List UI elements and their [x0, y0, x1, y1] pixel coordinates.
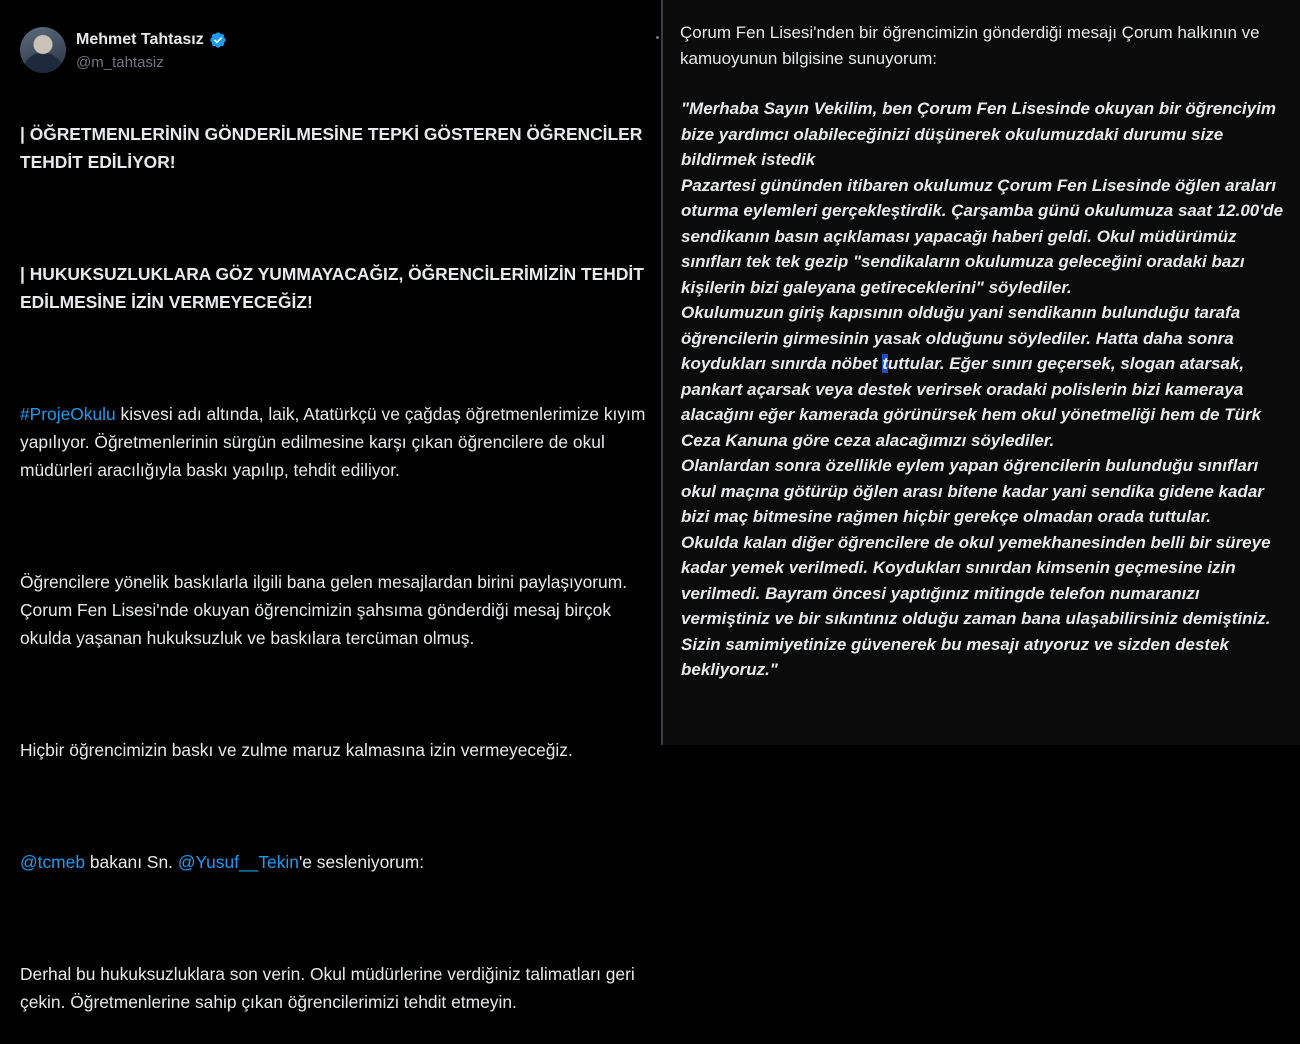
message-paragraph-2: Pazartesi gününden itibaren okulumuz Çorum Fen Lisesinde öğlen araları oturma eylemleri gerçekleştirdik. Çarşamba günü okulumuza saat 12.00'de sendikanın basın açıklaması yapacağı haberi geldi. Okul müdürümüz sınıfları tek tek gezip "sendikaların okulumuza geleceğini oradaki bazı kişilerin bizi galeyana getireceklerini" söylediler.: [681, 175, 1284, 297]
tweet-paragraph-1: [20, 400, 660, 484]
message-paragraph-4: Olanlardan sonra özellikle eylem yapan öğrencilerin bulunduğu sınıfları okul maçına götürüp öğlen arası bitene kadar yani sendika gidene kadar bizi maç bitmesine rağmen hiçbir gerekçe olmadan orada tuttular.: [681, 456, 1264, 526]
message-paragraph-3a: Okulumuzun giriş kapısının olduğu yani sendikanın bulunduğu tarafa öğrencilerin girmesinin yasak olduğunu söylediler. Hatta daha sonra koydukları sınırda nöbet: [681, 303, 1241, 373]
text-cursor-selection: t: [882, 354, 888, 373]
paragraph-1-text: kisvesi adı altında, laik, Atatürkçü ve çağdaş öğretmenlerimize kıyım yapılıyor. Öğretmenlerinin sürgün edilmesine karşı çıkan öğrencilere de okul müdürleri aracılığıyla baskı yapılıp, tehdit ediliyor.: [20, 404, 646, 480]
tweet-headline-2: | HUKUKSUZLUKLARA GÖZ YUMMAYACAĞIZ, ÖĞRENCİLERİMİZİN TEHDİT EDİLMESİNE İZİN VERMEYECEĞİZ!: [20, 264, 644, 312]
tweet-text: [20, 92, 660, 1044]
mention-tcmeb-link[interactable]: @tcmeb: [20, 852, 86, 872]
avatar[interactable]: [20, 27, 66, 73]
mention-yusuf-tekin-link[interactable]: @Yusuf__Tekin: [177, 852, 299, 872]
mid-text: bakanı Sn.: [85, 852, 178, 872]
student-message: [681, 96, 1293, 683]
tweet-paragraph-4: [20, 848, 660, 876]
author-handle[interactable]: @m_tahtasiz: [76, 54, 164, 71]
tweet-paragraph-5: Derhal bu hukuksuzluklara son verin. Okul müdürlerine verdiğiniz talimatları geri çekin. Öğretmenlerine sahip çıkan öğrencilerimizi tehdit etmeyin.: [20, 964, 635, 1012]
message-intro: Çorum Fen Lisesi'nden bir öğrencimizin gönderdiği mesajı Çorum halkının ve kamuoyunun bilgisine sunuyorum:: [680, 23, 1260, 68]
author-name-row[interactable]: [76, 31, 227, 49]
author-name[interactable]: Mehmet Tahtasız: [76, 31, 204, 48]
message-paragraph-3: [681, 300, 1293, 453]
end-text: 'e sesleniyorum:: [298, 852, 425, 872]
tweet-headline-1: | ÖĞRETMENLERİNİN GÖNDERİLMESİNE TEPKİ GÖSTEREN ÖĞRENCİLER TEHDİT EDİLİYOR!: [20, 124, 643, 172]
tweet-header: [20, 27, 620, 75]
more-dot-icon: [656, 36, 659, 39]
message-paragraph-3b: uttular. Eğer sınırı geçersek, slogan atarsak, pankart açarsak veya destek verirsek oradaki polislerin bizi kameraya alacağını eğer kamerada görünürsek hem okul yönetmeliği hem de Türk Ceza Kanuna göre ceza alacağımızı söylediler.: [681, 354, 1262, 450]
tweet-paragraph-3: Hiçbir öğrencimizin baskı ve zulme maruz kalmasına izin vermeyeceğiz.: [20, 740, 573, 760]
message-paragraph-1: "Merhaba Sayın Vekilim, ben Çorum Fen Lisesinde okuyan bir öğrenciyim bize yardımcı olabileceğinizi düşünerek okulumuzdaki durumu size bildirmek istedik: [681, 99, 1277, 169]
tweet-paragraph-2: Öğrencilere yönelik baskılarla ilgili bana gelen mesajlardan birini paylaşıyorum. Çorum Fen Lisesi'nde okuyan öğrencimizin şahsıma gönderdiği mesaj birçok okulda yaşanan hukuksuzluk ve baskılara tercüman olmuş.: [20, 572, 628, 648]
message-paragraph-5: Okulda kalan diğer öğrencilere de okul yemekhanesinden belli bir süreye kadar yemek verilmedi. Koydukları sınırdan kimsenin geçmesine izin verilmedi. Bayram öncesi yaptığınız mitingde telefon numaranızı vermiştiniz ve bir sıkıntınız olduğu zaman bana ulaşabilirsiniz demiştiniz. Sizin samimiyetinize güvenerek bu mesajı atıyoruz ve sizden destek bekliyoruz.": [681, 532, 1271, 679]
hashtag-link[interactable]: #ProjeOkulu: [20, 404, 116, 424]
verified-badge-icon: [209, 31, 227, 49]
